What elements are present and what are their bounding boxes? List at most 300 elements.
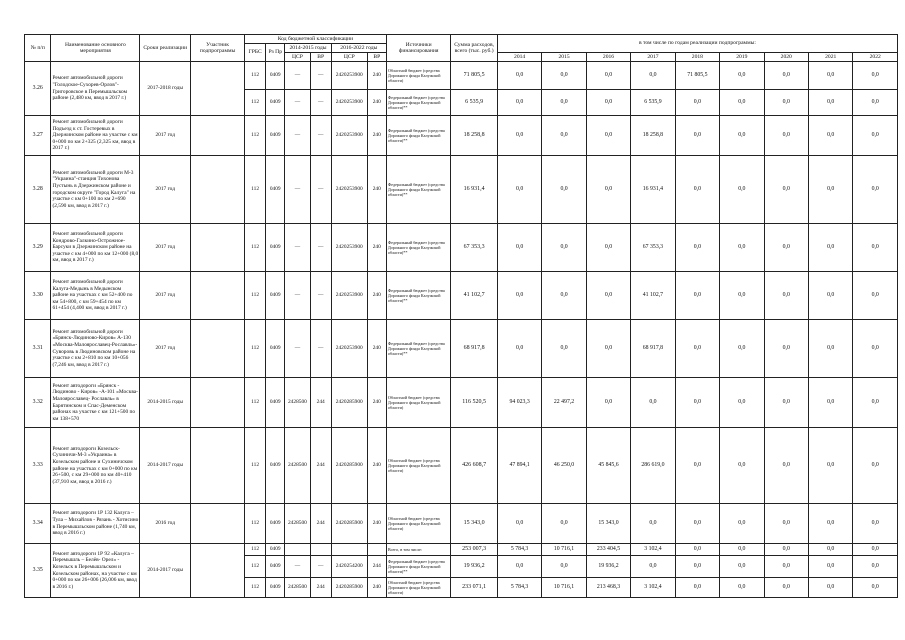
year-value-2021: 0,0: [808, 504, 852, 544]
col-year-2015: 2015: [542, 53, 586, 62]
year-value-2017: 286 619,0: [631, 428, 675, 504]
year-value-2017: 3 102,4: [631, 544, 675, 556]
event-participant: [191, 156, 245, 224]
total-sum: 67 353,3: [451, 224, 498, 272]
csr-code-2014: —: [285, 224, 310, 272]
event-name: Ремонт автодороги 1Р 132 Калуга – Тула – Михайлов - Рязань - Хотисино в Перемышльском районе (1,740 км, ввод в 2016 г.): [51, 504, 140, 544]
year-value-2018: 0,0: [675, 378, 719, 428]
csr-code-2014: —: [285, 556, 310, 578]
year-value-2016: 0,0: [586, 116, 630, 156]
vr-code-2014: 244: [310, 504, 331, 544]
year-value-2015: 0,0: [542, 224, 586, 272]
event-terms: 2017-2018 годы: [140, 62, 191, 116]
rz-pr-code: 0409: [266, 428, 285, 504]
year-value-2019: 0,0: [720, 320, 764, 378]
row-number: 3.30: [25, 272, 51, 320]
row-number: 3.35: [25, 544, 51, 598]
event-terms: 2014-2017 годы: [140, 544, 191, 598]
year-value-2016: 0,0: [586, 62, 630, 90]
year-value-2021: 0,0: [808, 272, 852, 320]
year-value-2014: 0,0: [497, 116, 541, 156]
event-name: Ремонт автомобильной дороги Подъезд к ст. Гостеревых в Дзержинском районе на участке с км 0+000 по км 2+325 (2,325 км, ввод в 2017 г.): [51, 116, 140, 156]
year-value-2017: 0,0: [631, 62, 675, 90]
year-value-2016: 15 343,0: [586, 504, 630, 544]
vr-code-2016: 240: [367, 62, 386, 90]
year-value-2022: 0,0: [853, 116, 898, 156]
row-number: 3.27: [25, 116, 51, 156]
year-value-2018: 0,0: [675, 320, 719, 378]
col-rz-pr: Рз Пр: [266, 44, 285, 62]
year-value-2021: 0,0: [808, 544, 852, 556]
csr-code-2016: 2420285900: [331, 504, 367, 544]
csr-code-2016: 2420253900: [331, 320, 367, 378]
year-value-2019: 0,0: [720, 116, 764, 156]
year-value-2016: 213 468,3: [586, 578, 630, 598]
year-value-2022: 0,0: [853, 504, 898, 544]
funding-source: Областной бюджет (средства Дорожного фонда Калужской области): [386, 378, 451, 428]
vr-code-2014: —: [310, 156, 331, 224]
grbs-code: 112: [245, 224, 266, 272]
row-number: 3.28: [25, 156, 51, 224]
year-value-2022: 0,0: [853, 556, 898, 578]
vr-code-2016: 240: [367, 378, 386, 428]
csr-code-2014: —: [285, 156, 310, 224]
year-value-2021: 0,0: [808, 156, 852, 224]
year-value-2018: 0,0: [675, 578, 719, 598]
csr-code-2016: 2420285900: [331, 578, 367, 598]
vr-code-2016: [367, 544, 386, 556]
rz-pr-code: 0409: [266, 544, 285, 556]
grbs-code: 112: [245, 156, 266, 224]
year-value-2022: 0,0: [853, 62, 898, 90]
csr-code-2014: —: [285, 90, 310, 116]
col-by-years: в том числе по годам реализации подпрограммы:: [497, 35, 897, 53]
year-value-2017: 0,0: [631, 556, 675, 578]
year-value-2015: 0,0: [542, 556, 586, 578]
vr-code-2016: 240: [367, 90, 386, 116]
year-value-2020: 0,0: [764, 90, 808, 116]
vr-code-2014: 244: [310, 378, 331, 428]
event-name: Ремонт автомобильной дороги Кондрово-Галкино-Острожное-Барсуки в Дзержинском районе на участке с км 4+000 по км 12+000 (8,0 км, ввод в 2017 г.): [51, 224, 140, 272]
table-body: [25, 62, 898, 598]
col-total-sum: Сумма расходов, всего (тыс. руб.): [451, 35, 498, 62]
year-value-2017: 67 353,3: [631, 224, 675, 272]
year-value-2019: 0,0: [720, 224, 764, 272]
total-sum: 116 520,5: [451, 378, 498, 428]
csr-code-2014: —: [285, 62, 310, 90]
col-year-2020: 2020: [764, 53, 808, 62]
event-participant: [191, 428, 245, 504]
table-row: [25, 116, 898, 156]
vr-code-2014: —: [310, 62, 331, 90]
col-grbs: ГРБС: [245, 44, 266, 62]
csr-code-2014: —: [285, 116, 310, 156]
table-row: [25, 544, 898, 556]
event-participant: [191, 272, 245, 320]
csr-code-2014: [285, 544, 310, 556]
year-value-2021: 0,0: [808, 116, 852, 156]
event-name: Ремонт автомобильной дороги Калуга-Медынь в Медынском районе на участках с км 52+400 по км 54+800, с км 59+454 по км 61+454 (4,400 км, ввод в 2017 г.): [51, 272, 140, 320]
year-value-2020: 0,0: [764, 272, 808, 320]
year-value-2015: 0,0: [542, 156, 586, 224]
year-value-2014: 0,0: [497, 320, 541, 378]
row-number: 3.29: [25, 224, 51, 272]
year-value-2021: 0,0: [808, 90, 852, 116]
year-value-2014: 47 894,1: [497, 428, 541, 504]
event-participant: [191, 62, 245, 116]
event-terms: 2014-2015 годы: [140, 378, 191, 428]
funding-source: Областной бюджет (средства Дорожного фонда Калужской области): [386, 62, 451, 90]
funding-source: Областной бюджет (средства Дорожного фонда Калужской области): [386, 504, 451, 544]
year-value-2015: 46 250,0: [542, 428, 586, 504]
total-sum: 41 102,7: [451, 272, 498, 320]
csr-code-2014: 2428500: [285, 428, 310, 504]
vr-code-2014: —: [310, 224, 331, 272]
total-sum: 68 917,8: [451, 320, 498, 378]
year-value-2014: 0,0: [497, 62, 541, 90]
event-participant: [191, 504, 245, 544]
year-value-2016: 0,0: [586, 378, 630, 428]
year-value-2017: 0,0: [631, 378, 675, 428]
funding-source: Федеральный бюджет (средства Дорожного фонда Калужской области)**: [386, 320, 451, 378]
col-participants: Участник подпрограммы: [191, 35, 245, 62]
grbs-code: 112: [245, 378, 266, 428]
event-terms: 2016 год: [140, 504, 191, 544]
row-number: 3.31: [25, 320, 51, 378]
col-csr-b: ЦСР: [331, 53, 367, 62]
rz-pr-code: 0409: [266, 556, 285, 578]
event-name: Ремонт автомобильной дороги «Брянск-Людиново-Киров» А-130 «Москва-Малоярославец-Рославль»-Суворовь в Людиновском районе на участке с км 2+810 по км 10+056 (7,246 км, ввод в 2017 г.): [51, 320, 140, 378]
year-value-2021: 0,0: [808, 62, 852, 90]
col-year-2018: 2018: [675, 53, 719, 62]
total-sum: 233 071,1: [451, 578, 498, 598]
year-value-2018: 0,0: [675, 556, 719, 578]
event-participant: [191, 378, 245, 428]
year-value-2022: 0,0: [853, 428, 898, 504]
year-value-2022: 0,0: [853, 320, 898, 378]
year-value-2019: 0,0: [720, 578, 764, 598]
year-value-2016: 0,0: [586, 272, 630, 320]
funding-source: Федеральный бюджет (средства Дорожного фонда Калужской области)**: [386, 272, 451, 320]
funding-source: Федеральный бюджет (средства Дорожного фонда Калужской области)**: [386, 224, 451, 272]
total-sum: 18 258,8: [451, 116, 498, 156]
year-value-2018: 0,0: [675, 504, 719, 544]
year-value-2021: 0,0: [808, 320, 852, 378]
year-value-2015: 0,0: [542, 272, 586, 320]
row-number: 3.32: [25, 378, 51, 428]
year-value-2019: 0,0: [720, 272, 764, 320]
vr-code-2016: 240: [367, 428, 386, 504]
total-sum: 71 805,5: [451, 62, 498, 90]
year-value-2020: 0,0: [764, 116, 808, 156]
vr-code-2014: —: [310, 556, 331, 578]
csr-code-2016: 2420254200: [331, 556, 367, 578]
table-row: [25, 272, 898, 320]
csr-code-2014: —: [285, 272, 310, 320]
year-value-2019: 0,0: [720, 504, 764, 544]
year-value-2018: 71 805,5: [675, 62, 719, 90]
event-terms: 2017 год: [140, 116, 191, 156]
grbs-code: 112: [245, 578, 266, 598]
table-row: [25, 378, 898, 428]
col-csr-a: ЦСР: [285, 53, 310, 62]
grbs-code: 112: [245, 556, 266, 578]
table-row: [25, 320, 898, 378]
col-vr-a: ВР: [310, 53, 331, 62]
csr-code-2014: —: [285, 320, 310, 378]
csr-code-2016: 2420253900: [331, 224, 367, 272]
csr-code-2014: 2428500: [285, 578, 310, 598]
vr-code-2014: [310, 544, 331, 556]
grbs-code: 112: [245, 504, 266, 544]
event-name: Ремонт автодороги Козельск-Сухиничи-М-3 «Украина» в Козельском районе и Сухиничском районе на участках с км 0+000 по км 26+500, с км 29+000 по км 40+410 (37,910 км, ввод в 2016 г.): [51, 428, 140, 504]
vr-code-2016: 244: [367, 556, 386, 578]
total-sum: 426 608,7: [451, 428, 498, 504]
rz-pr-code: 0409: [266, 320, 285, 378]
year-value-2015: 0,0: [542, 62, 586, 90]
year-value-2020: 0,0: [764, 156, 808, 224]
event-terms: 2017 год: [140, 320, 191, 378]
year-value-2020: 0,0: [764, 544, 808, 556]
year-value-2018: 0,0: [675, 90, 719, 116]
year-value-2016: 0,0: [586, 224, 630, 272]
year-value-2020: 0,0: [764, 556, 808, 578]
vr-code-2014: 244: [310, 428, 331, 504]
total-sum: 19 936,2: [451, 556, 498, 578]
year-value-2018: 0,0: [675, 544, 719, 556]
col-year-2022: 2022: [853, 53, 898, 62]
funding-source: Областной бюджет (средства Дорожного фонда Калужской области): [386, 578, 451, 598]
year-value-2014: 0,0: [497, 224, 541, 272]
rz-pr-code: 0409: [266, 378, 285, 428]
year-value-2021: 0,0: [808, 378, 852, 428]
csr-code-2016: 2420285900: [331, 378, 367, 428]
year-value-2019: 0,0: [720, 156, 764, 224]
csr-code-2014: 2428500: [285, 378, 310, 428]
event-participant: [191, 116, 245, 156]
vr-code-2016: 240: [367, 320, 386, 378]
year-value-2017: 3 102,4: [631, 578, 675, 598]
col-year-2017: 2017: [631, 53, 675, 62]
year-value-2017: 6 535,9: [631, 90, 675, 116]
year-value-2016: 0,0: [586, 320, 630, 378]
year-value-2022: 0,0: [853, 90, 898, 116]
csr-code-2016: 2420253900: [331, 156, 367, 224]
funding-source: Федеральный бюджет (средства Дорожного фонда Калужской области)**: [386, 116, 451, 156]
year-value-2022: 0,0: [853, 544, 898, 556]
csr-code-2016: 2420253900: [331, 62, 367, 90]
col-year-2021: 2021: [808, 53, 852, 62]
year-value-2015: 0,0: [542, 504, 586, 544]
funding-source: Всего, в том числе:: [386, 544, 451, 556]
col-event-name: Наименование основного мероприятия: [51, 35, 140, 62]
year-value-2016: 0,0: [586, 156, 630, 224]
year-value-2016: 19 936,2: [586, 556, 630, 578]
year-value-2014: 5 784,3: [497, 578, 541, 598]
year-value-2018: 0,0: [675, 272, 719, 320]
year-value-2021: 0,0: [808, 428, 852, 504]
total-sum: 16 931,4: [451, 156, 498, 224]
col-year-2014: 2014: [497, 53, 541, 62]
year-value-2019: 0,0: [720, 556, 764, 578]
rz-pr-code: 0409: [266, 272, 285, 320]
event-name: Ремонт автомобильной дороги "Голодское-Сухорев-Орлов"-Григоровское в Перемышльском районе (2,480 км, ввод в 2017 г.): [51, 62, 140, 116]
year-value-2020: 0,0: [764, 378, 808, 428]
year-value-2015: 22 497,2: [542, 378, 586, 428]
rz-pr-code: 0409: [266, 156, 285, 224]
year-value-2014: 0,0: [497, 90, 541, 116]
year-value-2021: 0,0: [808, 578, 852, 598]
event-terms: 2017 год: [140, 224, 191, 272]
rz-pr-code: 0409: [266, 116, 285, 156]
year-value-2017: 18 258,8: [631, 116, 675, 156]
vr-code-2016: 240: [367, 504, 386, 544]
event-name: Ремонт автодороги 1Р 92 «Калуга – Перемышль – Белёв- Орел» - Козельск в Перемышльском и Козельском районах, на участке с км 0+000 по км 26+006 (26,006 км, ввод в 2016 г.): [51, 544, 140, 598]
year-value-2015: 0,0: [542, 116, 586, 156]
year-value-2020: 0,0: [764, 504, 808, 544]
vr-code-2016: 240: [367, 578, 386, 598]
year-value-2018: 0,0: [675, 116, 719, 156]
year-value-2022: 0,0: [853, 272, 898, 320]
col-year-2016: 2016: [586, 53, 630, 62]
col-period-b: 2016-2022 годы: [331, 44, 386, 53]
year-value-2016: 45 845,6: [586, 428, 630, 504]
table-row: [25, 428, 898, 504]
year-value-2019: 0,0: [720, 62, 764, 90]
year-value-2015: 10 716,1: [542, 578, 586, 598]
vr-code-2014: —: [310, 272, 331, 320]
vr-code-2014: —: [310, 116, 331, 156]
rz-pr-code: 0409: [266, 90, 285, 116]
year-value-2014: 0,0: [497, 156, 541, 224]
year-value-2014: 0,0: [497, 556, 541, 578]
year-value-2020: 0,0: [764, 428, 808, 504]
event-participant: [191, 224, 245, 272]
vr-code-2016: 240: [367, 156, 386, 224]
col-year-2019: 2019: [720, 53, 764, 62]
grbs-code: 112: [245, 62, 266, 90]
vr-code-2016: 240: [367, 224, 386, 272]
vr-code-2016: 240: [367, 272, 386, 320]
event-terms: 2014-2017 годы: [140, 428, 191, 504]
col-funding-sources: Источники финансирования: [386, 35, 451, 62]
year-value-2018: 0,0: [675, 428, 719, 504]
budget-table: [24, 34, 898, 598]
year-value-2015: 10 716,1: [542, 544, 586, 556]
event-name: Ремонт автодороги «Брянск - Людиново - Киров» -А-101 «Москва-Малоярославец- Рославль» в Барятинском и Спас-Деменском районах на участке с км 121+500 по км 138+570: [51, 378, 140, 428]
year-value-2021: 0,0: [808, 224, 852, 272]
rz-pr-code: 0409: [266, 578, 285, 598]
table-row: [25, 156, 898, 224]
funding-source: Областной бюджет (средства Дорожного фонда Калужской области): [386, 428, 451, 504]
total-sum: 15 343,0: [451, 504, 498, 544]
grbs-code: 112: [245, 544, 266, 556]
row-number: 3.34: [25, 504, 51, 544]
grbs-code: 112: [245, 116, 266, 156]
year-value-2014: 94 023,3: [497, 378, 541, 428]
year-value-2022: 0,0: [853, 224, 898, 272]
year-value-2019: 0,0: [720, 544, 764, 556]
year-value-2019: 0,0: [720, 90, 764, 116]
vr-code-2014: —: [310, 90, 331, 116]
year-value-2020: 0,0: [764, 578, 808, 598]
vr-code-2014: 244: [310, 578, 331, 598]
table-row: [25, 224, 898, 272]
year-value-2019: 0,0: [720, 378, 764, 428]
funding-source: Федеральный бюджет (средства Дорожного фонда Калужской области)**: [386, 556, 451, 578]
total-sum: 253 007,3: [451, 544, 498, 556]
table-row: [25, 62, 898, 90]
grbs-code: 112: [245, 428, 266, 504]
rz-pr-code: 0409: [266, 224, 285, 272]
event-participant: [191, 320, 245, 378]
rz-pr-code: 0409: [266, 504, 285, 544]
grbs-code: 112: [245, 90, 266, 116]
event-participant: [191, 544, 245, 598]
csr-code-2016: 2420253900: [331, 116, 367, 156]
col-budget-code: Код бюджетной классификации: [245, 35, 387, 44]
csr-code-2016: 2420253900: [331, 272, 367, 320]
year-value-2020: 0,0: [764, 224, 808, 272]
col-period-a: 2014-2015 годы: [285, 44, 332, 53]
year-value-2017: 41 102,7: [631, 272, 675, 320]
col-row-no: № п/п: [25, 35, 51, 62]
year-value-2020: 0,0: [764, 320, 808, 378]
vr-code-2014: —: [310, 320, 331, 378]
csr-code-2014: 2428500: [285, 504, 310, 544]
csr-code-2016: [331, 544, 367, 556]
event-terms: 2017 год: [140, 156, 191, 224]
year-value-2022: 0,0: [853, 156, 898, 224]
row-number: 3.26: [25, 62, 51, 116]
budget-table-sheet: [24, 34, 898, 636]
funding-source: Федеральный бюджет (средства Дорожного фонда Калужской области)**: [386, 156, 451, 224]
year-value-2022: 0,0: [853, 378, 898, 428]
table-header: [25, 35, 898, 62]
year-value-2021: 0,0: [808, 556, 852, 578]
rz-pr-code: 0409: [266, 62, 285, 90]
csr-code-2016: 2420285900: [331, 428, 367, 504]
year-value-2016: 0,0: [586, 90, 630, 116]
vr-code-2016: 240: [367, 116, 386, 156]
year-value-2019: 0,0: [720, 428, 764, 504]
year-value-2018: 0,0: [675, 224, 719, 272]
year-value-2022: 0,0: [853, 578, 898, 598]
year-value-2014: 5 784,3: [497, 544, 541, 556]
year-value-2017: 68 917,8: [631, 320, 675, 378]
year-value-2017: 0,0: [631, 504, 675, 544]
year-value-2017: 16 931,4: [631, 156, 675, 224]
year-value-2014: 0,0: [497, 504, 541, 544]
col-vr-b: ВР: [367, 53, 386, 62]
col-terms: Сроки реализации: [140, 35, 191, 62]
grbs-code: 112: [245, 272, 266, 320]
csr-code-2016: 2420253900: [331, 90, 367, 116]
event-name: Ремонт автомобильной дороги М-3 "Украина"-станция Тихонова Пустынь в Дзержинском районе и городском округе "Город Калуга" на участке с км 0+100 по км 2+690 (2,590 км, ввод в 2017 г.): [51, 156, 140, 224]
total-sum: 6 535,9: [451, 90, 498, 116]
funding-source: Федеральный бюджет (средства Дорожного фонда Калужской области)**: [386, 90, 451, 116]
year-value-2015: 0,0: [542, 90, 586, 116]
year-value-2018: 0,0: [675, 156, 719, 224]
row-number: 3.33: [25, 428, 51, 504]
year-value-2015: 0,0: [542, 320, 586, 378]
grbs-code: 112: [245, 320, 266, 378]
event-terms: 2017 год: [140, 272, 191, 320]
table-row: [25, 504, 898, 544]
year-value-2014: 0,0: [497, 272, 541, 320]
year-value-2016: 233 404,5: [586, 544, 630, 556]
year-value-2020: 0,0: [764, 62, 808, 90]
